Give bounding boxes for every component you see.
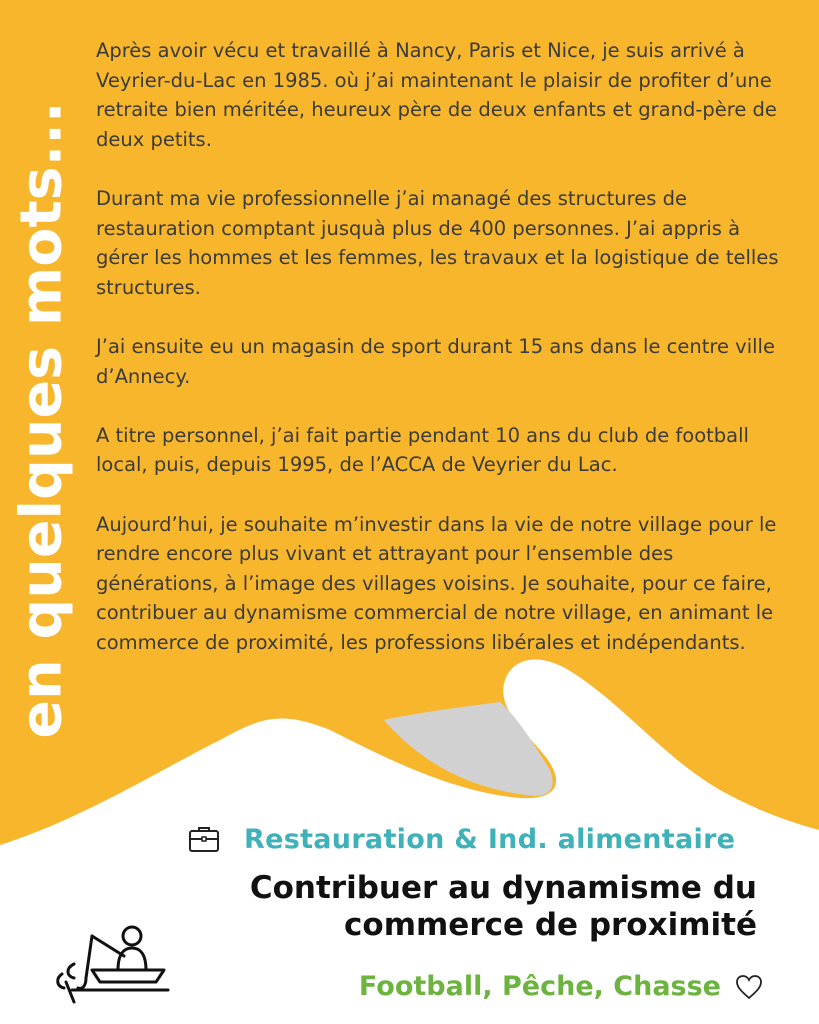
- hobbies-row: [359, 971, 763, 1002]
- slogan-line: Contribuer au dynamisme du: [249, 870, 757, 906]
- bio-paragraph: J’ai ensuite eu un magasin de sport durant 15 ans dans le centre ville d’Annecy.: [96, 334, 775, 388]
- slogan-line: commerce de proximité: [344, 907, 757, 943]
- bio-paragraph: Durant ma vie professionnelle j’ai managé des structures de restauration comptant jusquà plus de 400 personnes. J’ai appris à gérer les hommes et les femmes, les travaux et la logistique de telles structures.: [96, 186, 779, 299]
- bio-text: [96, 36, 796, 687]
- bio-paragraph: Aujourd’hui, je souhaite m’investir dans la vie de notre village pour le rendre encore plus vivant et attrayant pour l’ensemble des générations, à l’image des villages voisins. Je souhaite, pour ce faire, contribuer au dynamisme commercial de notre village, en animant le commerce de proximité, les professions libérales et indépendants.: [96, 512, 777, 654]
- slogan-heading: [137, 870, 757, 944]
- bio-paragraph: A titre personnel, j’ai fait partie pendant 10 ans du club de football local, puis, depuis 1995, de l’ACCA de Veyrier du Lac.: [96, 423, 749, 477]
- heart-icon: [735, 973, 763, 1001]
- industry-label: Restauration & Ind. alimentaire: [244, 823, 736, 855]
- fishing-boat-icon: [52, 918, 172, 1008]
- industry-row: [188, 818, 788, 860]
- briefcase-icon: [188, 823, 220, 855]
- bio-paragraph: Après avoir vécu et travaillé à Nancy, Paris et Nice, je suis arrivé à Veyrier-du-Lac en 1985. où j’ai maintenant le plaisir de profiter d’une retraite bien méritée, heureux père de deux enfants et grand-père de deux petits.: [96, 39, 777, 151]
- hobbies-label: Football, Pêche, Chasse: [358, 971, 721, 1002]
- section-title-vertical: en quelques mots...: [8, 101, 75, 739]
